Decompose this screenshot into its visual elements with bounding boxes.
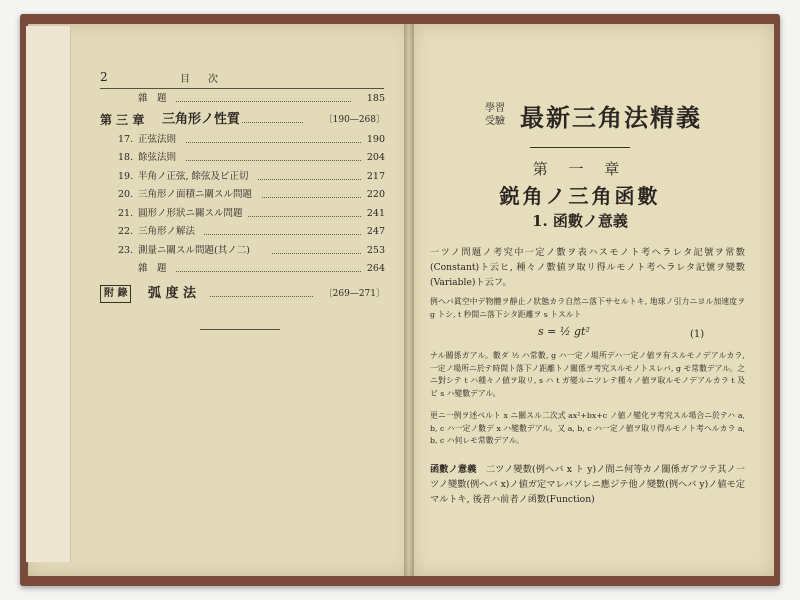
toc-num: 21. xyxy=(118,207,134,219)
table-of-contents xyxy=(100,90,385,305)
toc-label: 測量ニ關スル問題(其ノ二) xyxy=(138,244,250,256)
toc-page: 241 xyxy=(366,207,385,219)
toc-row xyxy=(100,149,385,168)
dot-leader xyxy=(272,253,361,254)
toc-label: 正弦法則 xyxy=(138,133,177,145)
toc-num: 19. xyxy=(118,170,134,182)
dot-leader xyxy=(176,271,361,272)
toc-page: 264 xyxy=(366,263,385,274)
paragraph xyxy=(430,462,745,507)
toc-row xyxy=(100,131,385,150)
toc-num: 18. xyxy=(118,152,134,163)
appendix-page: 〔269—271〕 xyxy=(323,288,385,299)
paragraph: 例ヘバ眞空中デ物體ヲ靜止ノ狀態カラ自然ニ落下サセルトキ, 地球ノ引力ニヨル加速度ヲ g トシ, t 秒間ニ落下シタ距離ヲ s トスルト xyxy=(430,297,745,319)
toc-label: 雜 題 xyxy=(138,263,167,274)
chapter-label: 第 一 章 xyxy=(532,160,628,178)
toc-appendix-row xyxy=(100,283,385,305)
toc-label: 三角形ノ面積ニ關スル問題 xyxy=(138,189,253,200)
toc-row xyxy=(100,223,385,242)
toc-row xyxy=(100,205,385,224)
toc-label: 三角形ノ解法 xyxy=(138,226,196,237)
toc-row xyxy=(100,186,385,205)
toc-chapter-row xyxy=(100,109,385,131)
toc-end-rule xyxy=(200,329,280,330)
section-title: 1. 函數ノ意義 xyxy=(532,212,628,230)
book-gutter xyxy=(404,24,414,576)
toc-chapter-num: 第 三 章 xyxy=(100,112,145,127)
paragraph-lead: 函數ノ意義 xyxy=(430,464,477,475)
dot-leader xyxy=(258,179,361,180)
appendix-badge: 附 錄 xyxy=(100,285,131,303)
title-main: 最新三角法精義 xyxy=(520,103,702,132)
dot-leader xyxy=(248,216,361,217)
title-prefix xyxy=(480,102,510,128)
dot-leader xyxy=(176,101,351,102)
appendix-label: 弧 度 法 xyxy=(148,285,197,301)
toc-num: 23. xyxy=(118,244,134,256)
dot-leader xyxy=(186,142,361,143)
title-prefix-top: 學習 xyxy=(485,103,505,114)
dot-leader xyxy=(204,234,361,235)
dot-leader xyxy=(242,122,303,123)
toc-num: 17. xyxy=(118,133,134,145)
left-page-header xyxy=(100,70,384,88)
toc-row xyxy=(100,168,385,187)
toc-row xyxy=(100,260,385,279)
title-rule xyxy=(530,147,630,148)
toc-page: 〔190—268〕 xyxy=(323,114,385,125)
toc-page: 185 xyxy=(366,93,385,104)
toc-page: 190 xyxy=(366,133,385,145)
toc-num: 22. xyxy=(118,226,134,237)
toc-page: 217 xyxy=(366,170,385,182)
formula-number: (1) xyxy=(690,329,705,340)
dot-leader xyxy=(186,160,361,161)
toc-row xyxy=(100,242,385,261)
toc-chapter-label: 三角形ノ性質 xyxy=(162,111,241,127)
title-prefix-bottom: 受驗 xyxy=(485,116,505,127)
header-title: 目 次 xyxy=(180,74,222,85)
toc-label: 圓形ノ形狀ニ關スル問題 xyxy=(138,207,243,219)
toc-label: 餘弦法則 xyxy=(138,152,177,163)
paragraph-body: 二ツノ變數(例ヘバ x ト y)ノ間ニ何等カノ關係ガアツテ其ノ一ツノ變數(例ヘバ x)ノ値ガ定マレバソレニ應ジテ他ノ變數(例ヘバ y)ノ値モ定マルトキ, 後者ハ前者ノ函數(Function) xyxy=(430,464,746,505)
formula: s = ½ gt² xyxy=(538,325,590,338)
toc-page: 247 xyxy=(366,226,385,237)
toc-page: 220 xyxy=(366,189,385,200)
toc-label: 半角ノ正弦, 餘弦及ビ正切 xyxy=(138,170,249,182)
chapter-title: 鋭角ノ三角函數 xyxy=(499,184,661,208)
header-rule xyxy=(100,88,384,89)
toc-row xyxy=(100,90,385,109)
page-number: 2 xyxy=(100,70,108,84)
toc-page: 253 xyxy=(366,244,385,256)
toc-page: 204 xyxy=(366,152,385,163)
toc-label: 雜 題 xyxy=(138,93,167,104)
dot-leader xyxy=(210,296,313,297)
paragraph: 一ツノ問題ノ考究中一定ノ數ヲ表ハスモノト考ヘラレタ記號ヲ常數(Constant)ト云ヒ, 種々ノ數値ヲ取リ得ルモノト考ヘラレタ記號ヲ變數(Variable)ト云フ。 xyxy=(430,247,745,288)
toc-num: 20. xyxy=(118,189,134,200)
paper-edge xyxy=(26,26,71,562)
book-title xyxy=(480,100,710,140)
paragraph: 更ニ一例ヲ述ベルト x ニ關スル二次式 ax²+bx+c ノ値ノ變化ヲ考究スル場合ニ於テハ a, b, c ハ一定ノ數デ x ハ變數デアル。又 a, b, c ハ一定ノ値ヲ取リ得ルモノト考ヘルカラ a, b, c ハ何レモ常數デアル。 xyxy=(430,411,745,445)
dot-leader xyxy=(262,197,361,198)
paragraph: ナル關係ガアル。數ダ ½ ハ常數, g ハ一定ノ場所デハ一定ノ値ヲ有スルモノデアルカラ, 一定ノ場所ニ於テ時間ト落下ノ距離トノ關係ヲ考究スルモノトスレバ, g モ常數デアル。之ニ對シテ t ハ種々ノ値ヲ取リ, s ハ t ガ變ルニツレテ種々ノ値ヲ取ルモノデアルカラ t 及ビ s ハ變數デアル。 xyxy=(430,351,745,398)
